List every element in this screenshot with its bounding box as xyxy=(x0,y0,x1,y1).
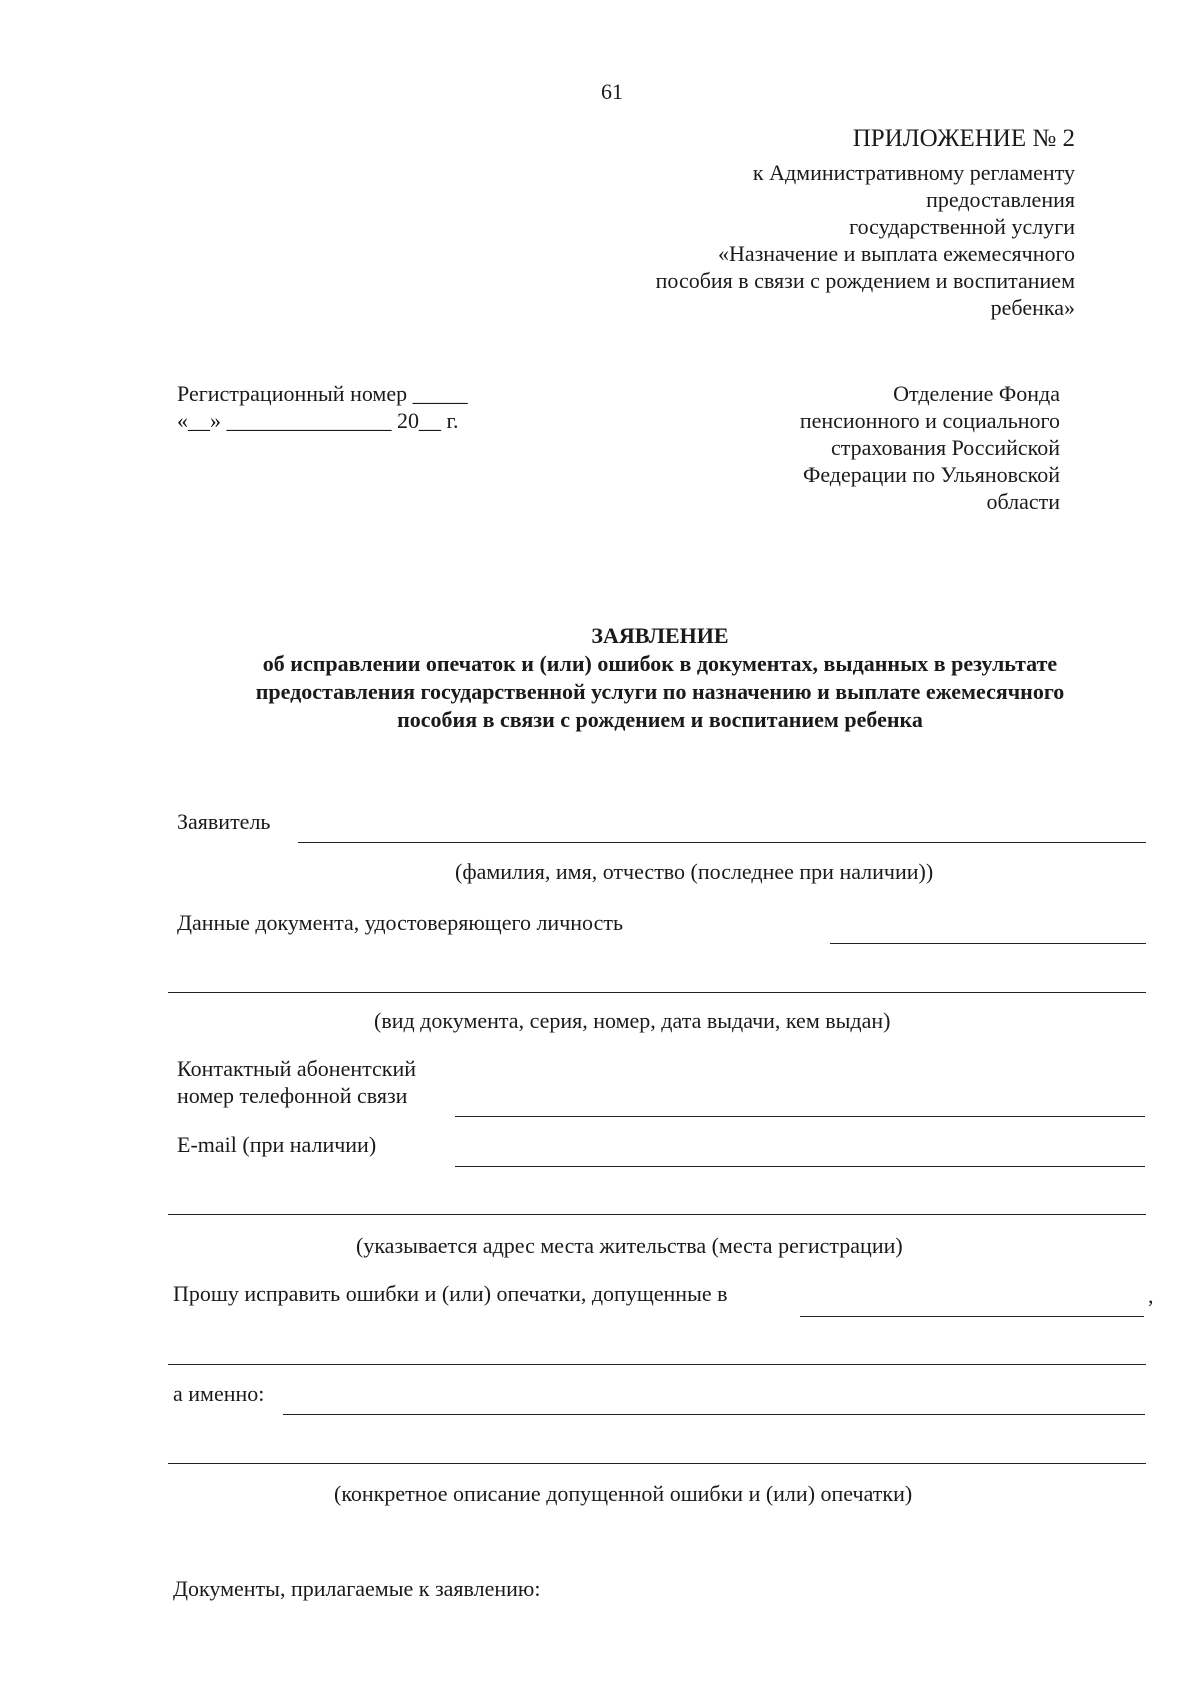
id-document-hint: (вид документа, серия, номер, дата выдачи, кем выдан) xyxy=(374,1008,891,1033)
request-field-line[interactable] xyxy=(800,1316,1144,1317)
request-field-line-2[interactable] xyxy=(168,1364,1146,1365)
addressee-line: пенсионного и социального xyxy=(799,408,1060,433)
page-number: 61 xyxy=(601,79,623,104)
email-field-line[interactable] xyxy=(455,1166,1145,1167)
addressee-line: Федерации по Ульяновской xyxy=(802,462,1060,487)
address-hint: (указывается адрес места жительства (места регистрации) xyxy=(356,1233,903,1258)
request-label: Прошу исправить ошибки и (или) опечатки, допущенные в xyxy=(173,1281,728,1306)
appendix-line: государственной услуги xyxy=(849,214,1075,239)
namely-field-line-2[interactable] xyxy=(168,1463,1146,1464)
applicant-hint: (фамилия, имя, отчество (последнее при наличии)) xyxy=(455,859,934,884)
applicant-label: Заявитель xyxy=(177,809,271,834)
addressee-line: Отделение Фонда xyxy=(893,381,1060,406)
namely-field-line[interactable] xyxy=(283,1414,1145,1415)
appendix-line: «Назначение и выплата ежемесячного xyxy=(717,241,1075,266)
phone-field-line[interactable] xyxy=(455,1116,1145,1117)
applicant-field-line[interactable] xyxy=(298,842,1146,843)
phone-label-line-2: номер телефонной связи xyxy=(177,1083,408,1108)
addressee-line: страхования Российской xyxy=(830,435,1060,460)
registration-number-label: Регистрационный номер _____ xyxy=(177,381,468,406)
document-title: ЗАЯВЛЕНИЕ xyxy=(591,623,729,648)
appendix-line: предоставления xyxy=(926,187,1075,212)
id-document-field-line-2[interactable] xyxy=(168,992,1146,993)
appendix-line: ребенка» xyxy=(990,295,1075,320)
namely-label: а именно: xyxy=(173,1381,265,1406)
id-document-label: Данные документа, удостоверяющего личность xyxy=(177,910,624,935)
attachments-label: Документы, прилагаемые к заявлению: xyxy=(173,1576,541,1601)
id-document-field-line[interactable] xyxy=(830,943,1146,944)
appendix-title: ПРИЛОЖЕНИЕ № 2 xyxy=(852,125,1075,152)
registration-date-line: «__» _______________ 20__ г. xyxy=(177,408,459,433)
addressee-line: области xyxy=(986,489,1060,514)
appendix-line: к Административному регламенту xyxy=(752,160,1075,185)
appendix-line: пособия в связи с рождением и воспитанием xyxy=(655,268,1075,293)
document-subtitle-line: предоставления государственной услуги по назначению и выплате ежемесячного xyxy=(255,679,1065,704)
description-hint: (конкретное описание допущенной ошибки и (или) опечатки) xyxy=(334,1481,913,1506)
document-subtitle-line: пособия в связи с рождением и воспитанием ребенка xyxy=(397,707,923,732)
document-subtitle-line: об исправлении опечаток и (или) ошибок в документах, выданных в результате xyxy=(262,651,1058,676)
address-field-line[interactable] xyxy=(168,1214,1146,1215)
request-comma: , xyxy=(1148,1283,1154,1308)
email-label: E-mail (при наличии) xyxy=(177,1132,377,1157)
phone-label: Контактный абонентский xyxy=(177,1056,416,1081)
